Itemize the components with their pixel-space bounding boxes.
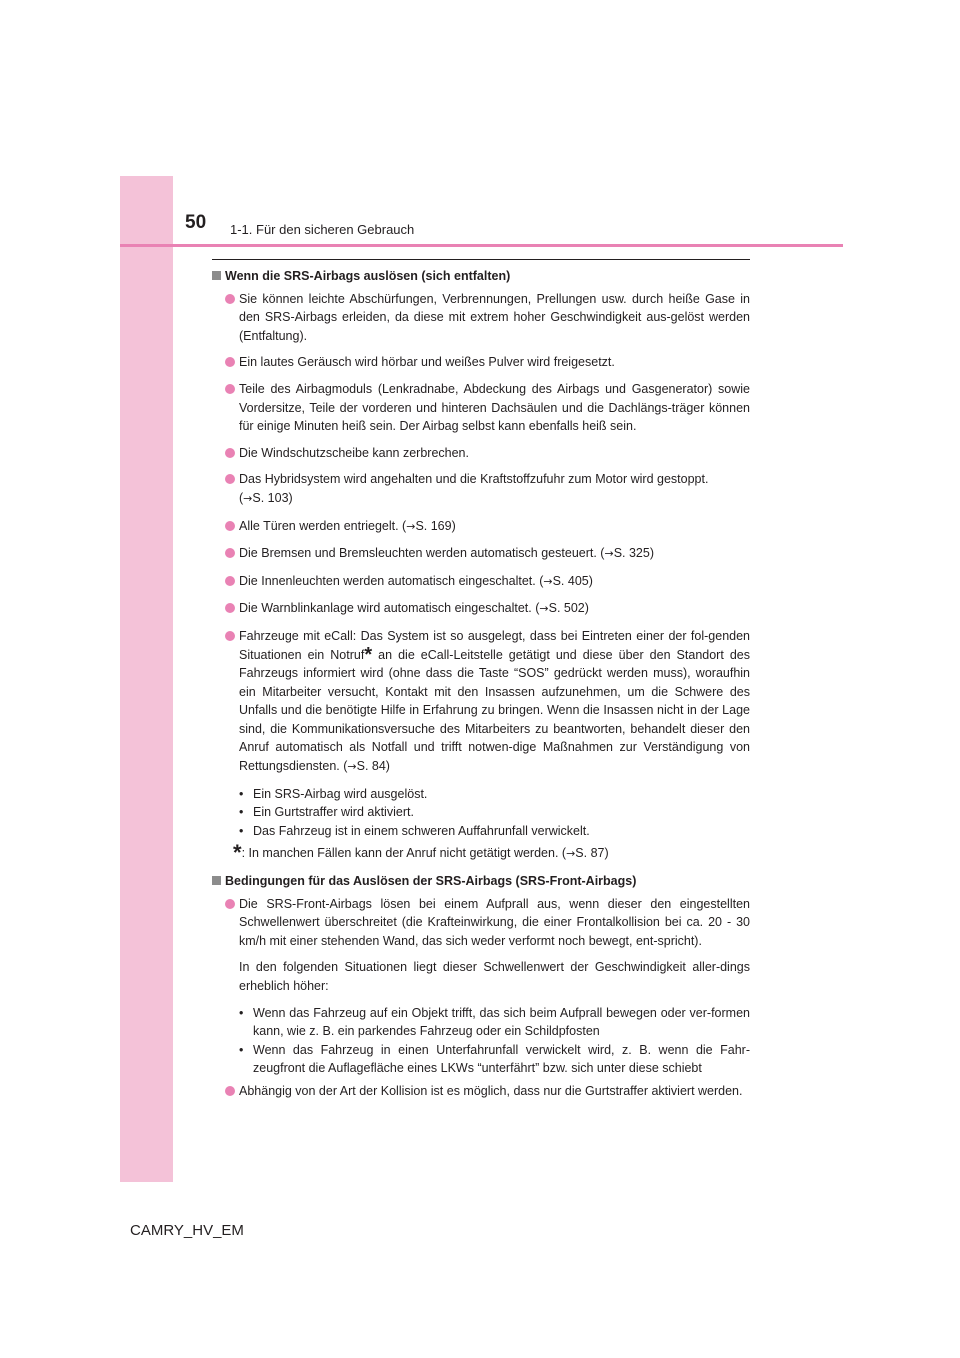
circle-bullet-icon — [225, 899, 235, 909]
section-title: 1-1. Für den sicheren Gebrauch — [230, 222, 415, 237]
page-ref[interactable]: S. 169) — [415, 518, 456, 533]
circle-bullet-icon — [225, 384, 235, 394]
page-ref[interactable]: S. 84) — [356, 759, 390, 774]
heading-airbag-deployment — [212, 267, 750, 286]
circle-bullet-icon — [225, 474, 235, 484]
arrow-right-icon: → — [543, 574, 553, 588]
arrow-right-icon: → — [539, 602, 549, 616]
page-ref[interactable]: S. 87) — [575, 846, 609, 861]
page-ref[interactable]: S. 502) — [548, 601, 589, 616]
list-item — [212, 544, 750, 564]
circle-bullet-icon — [225, 521, 235, 531]
item-text-cont: an die eCall-Leitstelle getätigt und diese über den Standort des Fahrzeugs informiert wird (ohne dass die Taste “SOS” gedrückt werden muss), woraufhin ein Mitarbeiter versucht, Kontakt mit den Insassen aufzunehmen, um die Schwere des Unfalls und die benötigte Hilfe in Erfahrung zu bringen. Wenn die Insassen nicht in der Lage sind, die Kommunikationsversuche des Mitarbeiters zu beantworten, behandelt dieser den Anruf automatisch als Notfall und trifft notwen-dige Maßnahmen zur Verständigung von Rettungsdiensten. ( — [239, 647, 750, 774]
page-content — [212, 259, 750, 1109]
list-item — [212, 1082, 750, 1101]
arrow-right-icon: → — [243, 491, 253, 505]
list-item — [212, 470, 750, 508]
arrow-right-icon: → — [347, 760, 357, 774]
sub-item-text: Das Fahrzeug ist in einem schweren Auffahrunfall verwickelt. — [253, 823, 590, 838]
item-text: Fahrzeuge mit eCall: Das System ist so ausgelegt, dass bei Eintreten einer der fol-genden Situationen ein Notruf — [239, 628, 750, 662]
item-text: Sie können leichte Abschürfungen, Verbrennungen, Prellungen usw. durch heiße Gase in den SRS-Airbags erleiden, da diese mit extrem hoher Geschwindigkeit aus-gelöst werden (Entfaltung). — [239, 291, 750, 343]
heading-text: Bedingungen für das Auslösen der SRS-Airbags (SRS-Front-Airbags) — [225, 874, 637, 889]
circle-bullet-icon — [225, 1086, 235, 1096]
arrow-right-icon: → — [406, 519, 416, 533]
circle-bullet-icon — [225, 631, 235, 641]
footnote-star-icon: * — [364, 643, 373, 666]
page-ref[interactable]: S. 103) — [252, 490, 293, 505]
item-text: Die Innenleuchten werden automatisch eingeschaltet. ( — [239, 573, 544, 588]
list-item — [212, 572, 750, 592]
bullet-dot-icon: • — [239, 1005, 244, 1020]
page-ref[interactable]: S. 405) — [552, 573, 593, 588]
list-item — [212, 895, 750, 951]
item-text: Alle Türen werden entriegelt. ( — [239, 518, 407, 533]
list-item — [212, 517, 750, 537]
paragraph: In den folgenden Situationen liegt dieser Schwellenwert der Geschwindigkeit aller-dings erheblich höher: — [239, 960, 750, 993]
arrow-right-icon: → — [604, 547, 614, 561]
item-text: Die Warnblinkanlage wird automatisch eingeschaltet. ( — [239, 601, 540, 616]
sub-item-text: Ein SRS-Airbag wird ausgelöst. — [253, 786, 428, 801]
circle-bullet-icon — [225, 576, 235, 586]
bullet-dot-icon: • — [239, 823, 244, 838]
circle-bullet-icon — [225, 294, 235, 304]
list-item — [212, 380, 750, 436]
item-text: Ein lautes Geräusch wird hörbar und weißes Pulver wird freigesetzt. — [239, 355, 615, 370]
square-bullet-icon — [212, 271, 221, 280]
header-rule — [120, 244, 843, 247]
footer-model-code: CAMRY_HV_EM — [130, 1222, 244, 1239]
sub-item — [239, 1004, 750, 1041]
sub-item — [239, 803, 750, 822]
item-text: Die SRS-Front-Airbags lösen bei einem Aufprall aus, wenn dieser den eingestellten Schwellenwert überschreitet (die Krafteinwirkung, die einer Frontalkollision bei ca. 20 - 30 km/h mit einer stehenden Wand, das sich weder verformt noch bewegt, ent-spricht). — [239, 896, 750, 948]
list-item — [212, 444, 750, 463]
item-text: Abhängig von der Art der Kollision ist es möglich, dass nur die Gurtstraffer aktiviert werden. — [239, 1083, 743, 1098]
heading-text: Wenn die SRS-Airbags auslösen (sich entfalten) — [225, 269, 511, 283]
circle-bullet-icon — [225, 548, 235, 558]
footnote-star-icon: * — [233, 840, 242, 866]
circle-bullet-icon — [225, 448, 235, 458]
threshold-cases — [212, 1004, 750, 1078]
list-item — [212, 353, 750, 372]
bullet-dot-icon: • — [239, 786, 244, 801]
sub-item-text: Wenn das Fahrzeug auf ein Objekt trifft, das sich beim Aufprall bewegen oder ver-formen kann, wie z. B. ein parkendes Fahrzeug oder ein Schildpfosten — [253, 1005, 750, 1039]
item-text: Teile des Airbagmoduls (Lenkradnabe, Abdeckung des Airbags und Gasgenerator) sowie Vordersitze, Teile der vorderen und hinteren Dachsäulen und die Dachlängs-träger können für einige Minuten heiß sein. Der Airbag selbst kann ebenfalls heiß sein. — [239, 381, 750, 434]
heading-deployment-conditions — [212, 872, 750, 891]
side-color-band — [120, 176, 173, 1182]
bullet-dot-icon: • — [239, 805, 244, 820]
content-top-rule — [212, 259, 750, 260]
square-bullet-icon — [212, 876, 221, 885]
page-ref[interactable]: S. 325) — [613, 546, 654, 561]
sub-item-text: Wenn das Fahrzeug in einen Unterfahrunfall verwickelt wird, z. B. wenn die Fahr-zeugfront die Auflagefläche eines LKWs “unterfährt” bzw. sich unter diese schiebt — [253, 1042, 750, 1076]
item-text: Die Bremsen und Bremsleuchten werden automatisch gesteuert. ( — [239, 546, 605, 561]
circle-bullet-icon — [225, 357, 235, 367]
footnote-text: : In manchen Fällen kann der Anruf nicht getätigt werden. ( — [241, 846, 567, 861]
footnote — [212, 840, 750, 866]
bullet-dot-icon: • — [239, 1042, 244, 1057]
item-text: Das Hybridsystem wird angehalten und die Kraftstoffzufuhr zum Motor wird gestoppt. — [239, 472, 709, 487]
ecall-conditions — [212, 785, 750, 841]
list-item — [212, 599, 750, 619]
list-item-ecall — [212, 627, 750, 777]
ref-open: ( — [239, 490, 244, 505]
sub-item — [239, 1041, 750, 1078]
list-item — [212, 290, 750, 346]
item-text: Die Windschutzscheibe kann zerbrechen. — [239, 445, 469, 460]
sub-item-text: Ein Gurtstraffer wird aktiviert. — [253, 805, 414, 820]
circle-bullet-icon — [225, 603, 235, 613]
arrow-right-icon: → — [566, 847, 576, 861]
sub-item — [239, 785, 750, 804]
sub-item — [239, 822, 750, 841]
page-number: 50 — [185, 212, 207, 233]
